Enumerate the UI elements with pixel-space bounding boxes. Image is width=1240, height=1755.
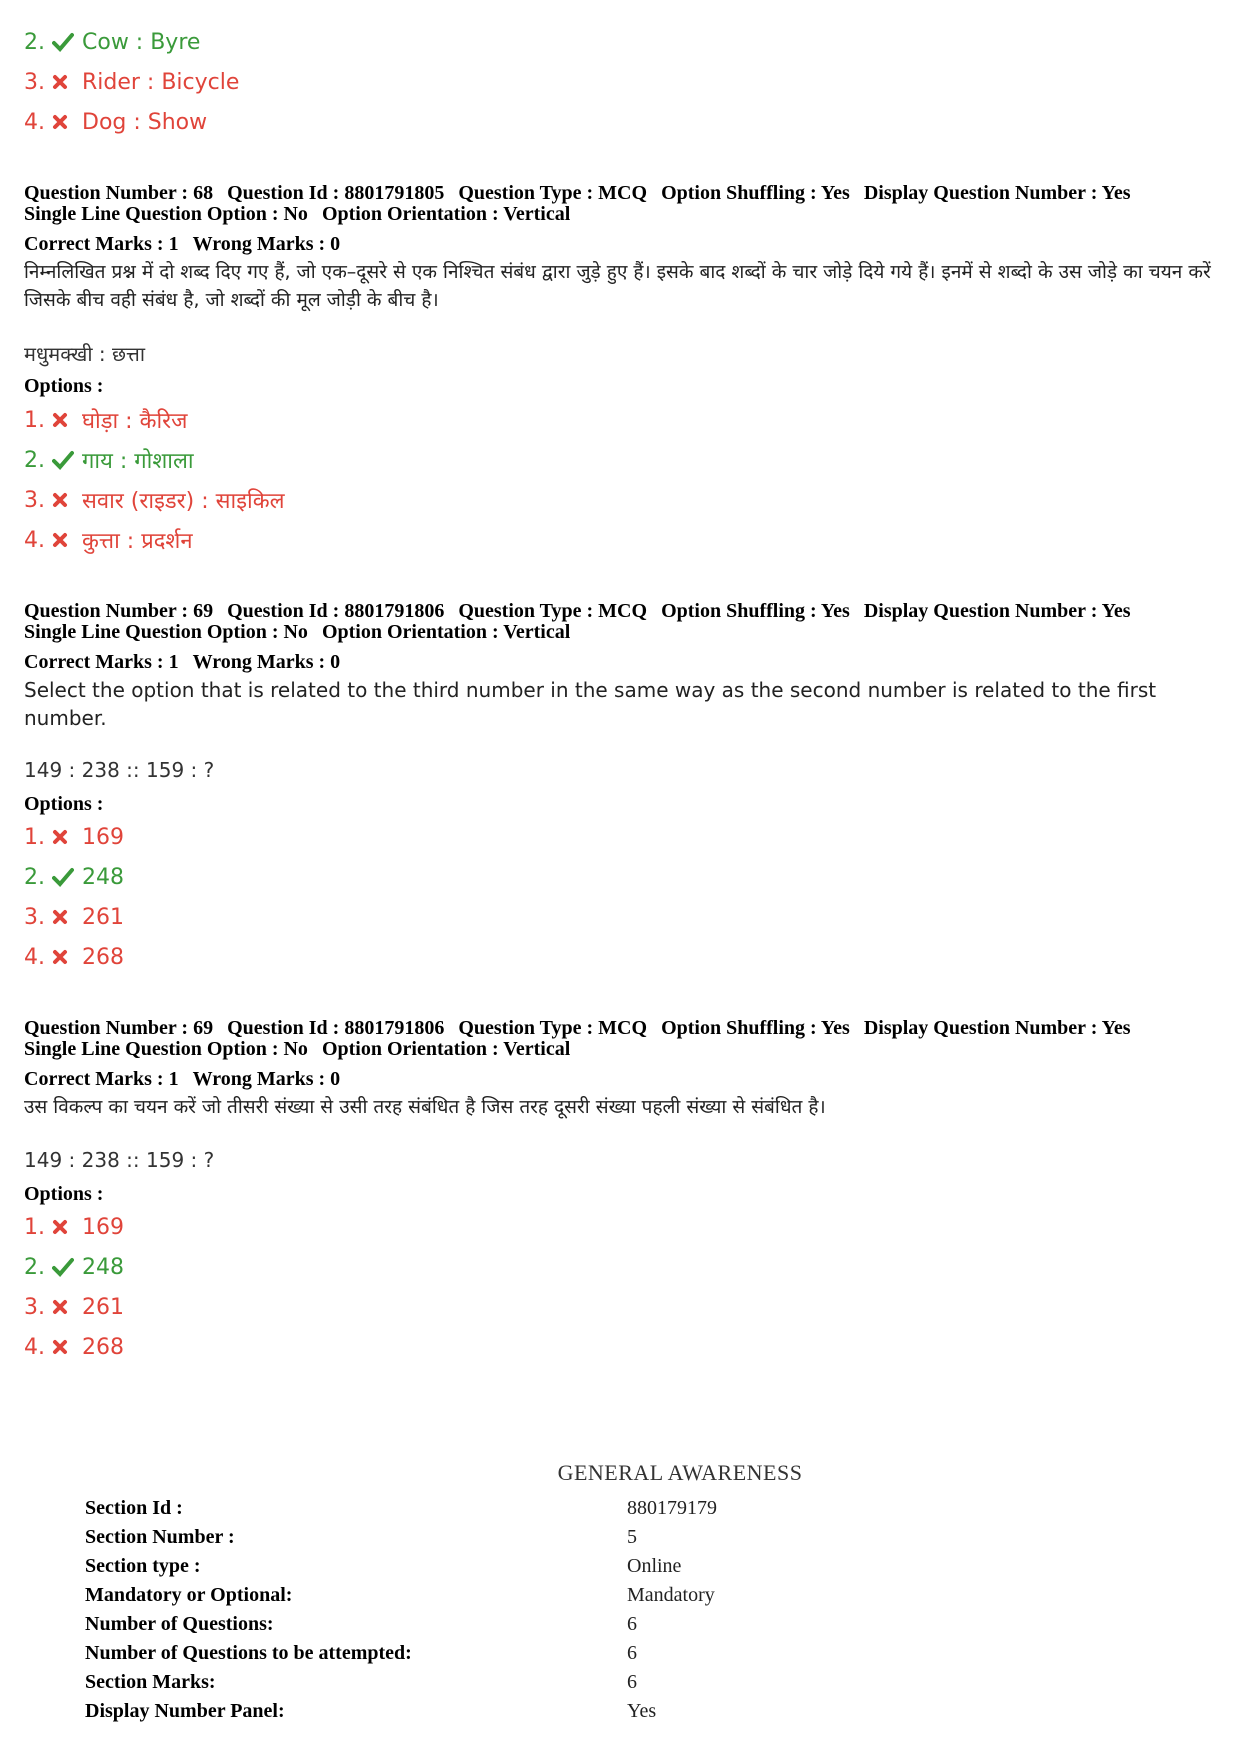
- option-shuffling: Option Shuffling : Yes: [661, 600, 850, 622]
- q67-option-2: [24, 25, 200, 59]
- option-text: 261: [82, 1294, 124, 1320]
- cross-icon: [52, 65, 82, 99]
- correct-marks: Correct Marks : 1: [24, 233, 179, 255]
- option-number: 3.: [24, 904, 45, 930]
- option-orientation: Option Orientation : Vertical: [321, 1038, 571, 1060]
- q68-question-text: निम्नलिखित प्रश्न में दो शब्द दिए गए हैं, जो एक–दूसरे से एक निश्चित संबंध द्वारा जुड़े हुए हैं। इसके बाद शब्दों के चार जोड़े दिये गये हैं। इनमें से शब्दो के उस जोड़े का चयन करें जिसके बीच वही संबंध है, जो शब्दों की मूल जोड़ी के बीच है।: [24, 261, 1211, 311]
- cross-icon: [52, 483, 82, 517]
- section-row-attempted: [85, 1642, 1085, 1670]
- cross-icon: [52, 1330, 82, 1364]
- cross-icon: [52, 940, 82, 974]
- option-text: 169: [82, 824, 124, 850]
- section-value: 5: [627, 1526, 637, 1548]
- cross-icon: [52, 1290, 82, 1324]
- q69-hi-option-4: [24, 1330, 124, 1364]
- section-value: 6: [627, 1671, 637, 1693]
- q68-option-4: [24, 523, 193, 557]
- single-line-option: Single Line Question Option : No: [24, 1038, 308, 1060]
- q69-en-number-series: 149 : 238 :: 159 : ?: [24, 758, 215, 782]
- option-number: 3.: [24, 487, 45, 513]
- wrong-marks: Wrong Marks : 0: [192, 1068, 341, 1090]
- section-key: Number of Questions to be attempted:: [85, 1642, 412, 1664]
- option-text: घोड़ा : कैरिज: [82, 409, 188, 434]
- display-question-number: Display Question Number : Yes: [863, 1017, 1131, 1039]
- option-text: 248: [82, 864, 124, 890]
- q69-en-option-2: [24, 860, 124, 894]
- section-row-type: [85, 1555, 1085, 1583]
- section-value: Online: [627, 1555, 682, 1577]
- check-icon: [52, 443, 82, 477]
- section-title: GENERAL AWARENESS: [557, 1460, 803, 1485]
- q69-en-marks: [24, 651, 354, 673]
- option-text: कुत्ता : प्रदर्शन: [82, 529, 193, 554]
- cross-icon: [52, 105, 82, 139]
- option-text: Cow : Byre: [82, 29, 201, 55]
- section-key: Number of Questions:: [85, 1613, 274, 1635]
- q68-option-1: [24, 403, 187, 437]
- q68-options-label: Options :: [24, 375, 104, 397]
- wrong-marks: Wrong Marks : 0: [192, 233, 341, 255]
- section-row-marks: [85, 1671, 1085, 1699]
- section-key: Section Id :: [85, 1497, 183, 1519]
- q69-hi-meta-line1: [24, 1017, 1145, 1039]
- option-number: 3.: [24, 69, 45, 95]
- q69-hi-options-label: Options :: [24, 1183, 104, 1205]
- display-question-number: Display Question Number : Yes: [863, 600, 1131, 622]
- option-number: 4.: [24, 109, 45, 135]
- option-text: Dog : Show: [82, 109, 208, 135]
- cross-icon: [52, 403, 82, 437]
- option-orientation: Option Orientation : Vertical: [321, 203, 571, 225]
- section-row-mandatory: [85, 1584, 1085, 1612]
- question-type: Question Type : MCQ: [458, 600, 648, 622]
- q67-option-4: [24, 105, 207, 139]
- question-type: Question Type : MCQ: [458, 182, 648, 204]
- option-number: 1.: [24, 824, 45, 850]
- option-number: 2.: [24, 447, 45, 473]
- q69-hi-option-1: [24, 1210, 124, 1244]
- q69-hi-meta-line2: [24, 1038, 584, 1060]
- q69-en-option-4: [24, 940, 124, 974]
- q69-en-option-1: [24, 820, 124, 854]
- q69-hi-option-2: [24, 1250, 124, 1284]
- option-number: 1.: [24, 1214, 45, 1240]
- cross-icon: [52, 523, 82, 557]
- section-value: Yes: [627, 1700, 657, 1722]
- section-value: 880179179: [627, 1497, 717, 1519]
- check-icon: [52, 860, 82, 894]
- check-icon: [52, 25, 82, 59]
- option-orientation: Option Orientation : Vertical: [321, 621, 571, 643]
- q68-marks: [24, 233, 354, 255]
- q69-en-meta-line2: [24, 621, 584, 643]
- option-text: 248: [82, 1254, 124, 1280]
- option-text: Rider : Bicycle: [82, 69, 240, 95]
- single-line-option: Single Line Question Option : No: [24, 621, 308, 643]
- question-type: Question Type : MCQ: [458, 1017, 648, 1039]
- question-number: Question Number : 69: [24, 600, 214, 622]
- option-number: 2.: [24, 864, 45, 890]
- section-value: Mandatory: [627, 1584, 715, 1606]
- option-text: 268: [82, 944, 124, 970]
- cross-icon: [52, 1210, 82, 1244]
- section-row-id: [85, 1497, 1085, 1525]
- option-number: 4.: [24, 1334, 45, 1360]
- q68-option-3: [24, 483, 285, 517]
- section-key: Section Marks:: [85, 1671, 216, 1693]
- section-value: 6: [627, 1613, 637, 1635]
- q67-option-3: [24, 65, 239, 99]
- section-value: 6: [627, 1642, 637, 1664]
- section-key: Mandatory or Optional:: [85, 1584, 293, 1606]
- q69-hi-marks: [24, 1068, 354, 1090]
- option-number: 3.: [24, 1294, 45, 1320]
- q68-meta-line2: [24, 203, 584, 225]
- section-row-num-questions: [85, 1613, 1085, 1641]
- single-line-option: Single Line Question Option : No: [24, 203, 308, 225]
- section-row-number: [85, 1526, 1085, 1554]
- section-key: Section Number :: [85, 1526, 235, 1548]
- question-id: Question Id : 8801791806: [227, 1017, 445, 1039]
- wrong-marks: Wrong Marks : 0: [192, 651, 341, 673]
- display-question-number: Display Question Number : Yes: [863, 182, 1131, 204]
- option-text: 261: [82, 904, 124, 930]
- q69-en-option-3: [24, 900, 124, 934]
- option-number: 1.: [24, 407, 45, 433]
- option-shuffling: Option Shuffling : Yes: [661, 182, 850, 204]
- q68-meta-line1: [24, 182, 1145, 204]
- check-icon: [52, 1250, 82, 1284]
- cross-icon: [52, 820, 82, 854]
- correct-marks: Correct Marks : 1: [24, 651, 179, 673]
- question-number: Question Number : 68: [24, 182, 214, 204]
- section-key: Display Number Panel:: [85, 1700, 285, 1722]
- q69-en-question-text: Select the option that is related to the third number in the same way as the second number is related to the first number.: [24, 678, 1157, 730]
- q68-option-2: [24, 443, 194, 477]
- section-row-display-panel: [85, 1700, 1085, 1728]
- option-number: 2.: [24, 1254, 45, 1280]
- q68-word-pair: मधुमक्खी : छत्ता: [24, 342, 146, 366]
- q69-hi-question-text: उस विकल्प का चयन करें जो तीसरी संख्या से उसी तरह संबंधित है जिस तरह दूसरी संख्या पहली संख्या से संबंधित है।: [24, 1096, 826, 1118]
- q69-hi-option-3: [24, 1290, 124, 1324]
- option-text: सवार (राइडर) : साइकिल: [82, 489, 285, 514]
- option-shuffling: Option Shuffling : Yes: [661, 1017, 850, 1039]
- question-number: Question Number : 69: [24, 1017, 214, 1039]
- correct-marks: Correct Marks : 1: [24, 1068, 179, 1090]
- question-id: Question Id : 8801791805: [227, 182, 445, 204]
- option-text: 169: [82, 1214, 124, 1240]
- q69-en-meta-line1: [24, 600, 1145, 622]
- q69-en-options-label: Options :: [24, 793, 104, 815]
- option-text: गाय : गोशाला: [82, 449, 194, 474]
- option-number: 4.: [24, 944, 45, 970]
- option-number: 2.: [24, 29, 45, 55]
- question-id: Question Id : 8801791806: [227, 600, 445, 622]
- option-number: 4.: [24, 527, 45, 553]
- option-text: 268: [82, 1334, 124, 1360]
- section-key: Section type :: [85, 1555, 201, 1577]
- q69-hi-number-series: 149 : 238 :: 159 : ?: [24, 1148, 215, 1172]
- cross-icon: [52, 900, 82, 934]
